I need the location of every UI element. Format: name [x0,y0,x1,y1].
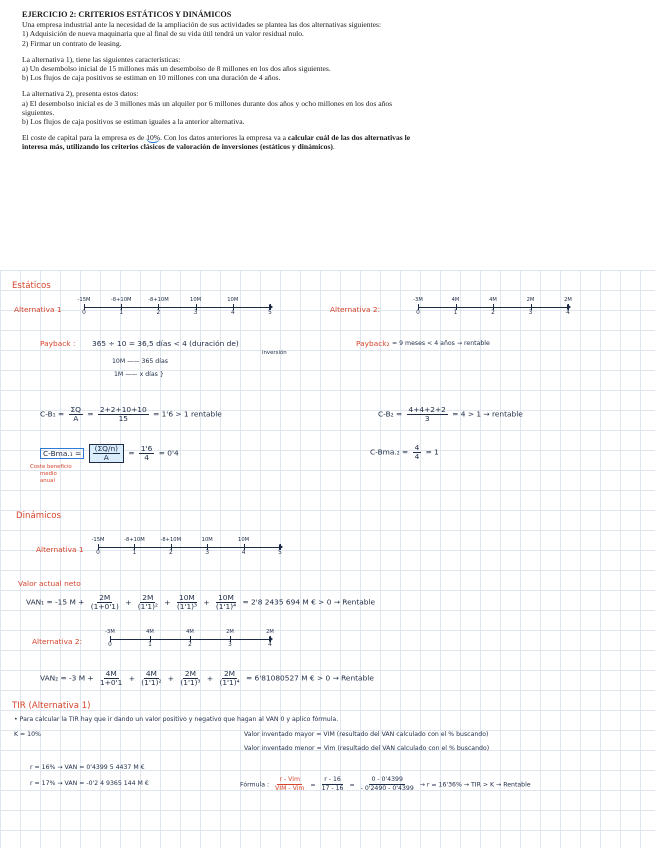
van2-result: = 6'81080527 M € > 0 → Rentable [245,673,374,683]
timeline-year: 4 [230,310,235,316]
tir-heading: TIR (Alternativa 1) [12,701,91,711]
cb1-num: ΣQ [70,405,81,414]
timeline-year: 2 [156,310,161,316]
alt2-intro: La alternativa 2), presenta estos datos: [22,89,139,99]
cbma1-result: = 0'4 [158,448,179,458]
van-term [217,670,241,687]
timeline-amount: 4M [489,297,497,303]
closing-mid: . Con los datos anteriores la empresa va a [160,133,288,143]
timeline-year: 5 [268,310,272,316]
cbma1-den2: 4 [144,453,149,462]
payback2-label: Payback₂ [356,339,390,348]
cbma1-num2: 1'6 [140,444,153,453]
van-term [178,670,202,687]
cb1-result: = 1'6 > 1 rentable [153,409,222,419]
timeline-axis [98,547,280,548]
tir-f2-den: 17 - 16 [321,785,344,792]
handwritten-notes [0,270,655,848]
van-term-num: 2M [223,669,236,678]
tir-line1: • Para calcular la TIR hay que ir dando un valor positivo y negativo que hagan al VAN 0 y aplico fórmula. [14,716,339,723]
cbma2-den: 4 [414,452,420,461]
est-alt2-label: Alternativa 2: [330,305,381,314]
din-alt2-label: Alternativa 2: [32,637,83,646]
cb2-den: 3 [424,414,430,423]
cb2-formula [378,406,523,423]
tir-r2: r = 17% → VAN = -0'2 4 9365 144 M € [30,780,149,787]
exercise-option-2: 2) Firmar un contrato de leasing. [22,38,122,48]
timeline-year: 4 [566,310,570,316]
timeline-year: 1 [453,310,458,316]
timeline-axis [84,307,270,308]
cbma1-label: C-Bma.₁ = [40,448,84,459]
van2-lhs: VAN₂ = -3 M + [40,673,94,683]
payback1-label: Payback : [40,339,76,348]
cb2-label: C-B₂ = [378,409,403,419]
timeline-year: 3 [228,642,232,648]
timeline-year: 0 [416,310,420,316]
van-heading: Valor actual neto [18,579,81,588]
van-term-num: 10M [179,593,195,602]
van-term [214,594,238,611]
timeline-amount: 2M [564,297,572,303]
van-term [175,594,199,611]
cb1-den: A [73,414,79,423]
payback1-note: inversión [262,350,287,356]
van-term [136,594,160,611]
timeline-amount: 4M [451,297,460,303]
plus-sign: + [126,673,138,683]
timeline-amount: -15M [91,537,105,543]
cbma-caption-2: medio [40,471,57,477]
timeline-year: 3 [205,550,210,556]
timeline-amount: 2M [526,297,535,303]
plus-sign: + [161,597,173,607]
closing-start: El coste de capital para la empresa es de [22,133,147,143]
closing-bold: calcular cuál de las dos alternativas le interesa más, utilizando los criterios clásicos de valoración de inversiones (estáticos y dinámicos) [22,133,411,152]
din-alt1-label: Alternativa 1 [36,545,84,554]
tir-f1-den: VIM - Vim [275,785,305,792]
timeline-year: 1 [148,642,152,648]
van-term-num: 4M [105,669,117,678]
timeline-year: 0 [108,642,112,648]
cb1-label: C-B₁ = [40,409,65,419]
exercise-option-1: 1) Adquisición de nueva maquinaria que al final de su vida útil tendrá un valor residual nulo. [22,29,304,39]
tir-f3-num: 0 - 0'4399 [371,776,403,783]
van-term-den: (1'1)² [141,678,162,687]
plus-sign: + [165,673,177,683]
tir-vim-menor: Valor inventado menor = Vim (resultado del VAN calculado con el % buscando) [244,745,490,752]
timeline-amount: -8+10M [160,537,182,543]
plus-sign: + [122,597,134,607]
timeline-year: 3 [528,310,533,316]
est-alt1-label: Alternativa 1 [14,305,62,314]
cb1-num2: 2+2+10+10 [99,405,147,414]
cbma1-formula: C-Bma.₁ = $\frac{(\Sigma Q/n)}{A}$ = $\frac{1'6}{4}$ = 0'4 [40,444,179,463]
timeline-year: 5 [278,550,282,556]
timeline-amount: 2M [226,629,234,635]
tir-r1: r = 16% → VAN = 0'4399 5 4437 M € [30,764,145,771]
van-term-den: (1'1)³ [176,602,197,611]
van2-terms [96,669,244,687]
timeline-amount: 4M [146,629,154,635]
exercise-intro: Una empresa industrial ante la necesidad de la ampliación de sus actividades se plantea las dos alternativas siguientes: [22,20,382,30]
van-term-den: (1+0'1) [90,602,119,611]
cb2-result: = 4 > 1 → rentable [452,409,523,419]
van-term-den: (1'1)⁴ [219,678,240,687]
alt1-intro: La alternativa 1), tiene las siguientes características: [22,54,181,64]
van1-result: = 2'8 2435 694 M € > 0 → Rentable [242,597,376,607]
payback2-expr: = 9 meses < 4 años → rentable [392,340,490,347]
tir-vim-mayor: Valor inventado mayor = VIM (resultado del VAN calculado con el % buscando) [244,731,489,738]
cbma1-den: A [103,453,109,462]
cbma2-label: C-Bma.₂ = [370,447,409,457]
timeline-amount: 10M [238,537,250,543]
timeline-amount: 4M [186,629,194,635]
cb2-num: 4+4+2+2 [408,405,446,414]
van-term-num: 2M [142,593,154,602]
timeline-amount: -8+10M [110,297,132,303]
cb1-den2: 15 [118,414,128,423]
alt2-a: a) El desembolso inicial es de 3 millones más un alquiler por 6 millones durante dos años y ocho millones en los dos años siguientes. [22,98,393,117]
tir-k: K = 10% [14,731,41,738]
van1-formula [26,594,375,611]
cbma2-num: 4 [414,443,420,452]
tir-formula: Fórmula : $\frac{\text{r - Vim}}{\text{VIM - Vim}}$ = $\frac{r - 16}{17 - 16}$ = $\frac{0 - 0'4399}{- 0'2490 - 0'4399}$ → r = 16'36% → TIR > K → Rentable [240,776,531,792]
alt2-b: b) Los flujos de caja positivos se estiman iguales a la anterior alternativa. [22,117,245,127]
exercise-statement [22,10,417,152]
timeline-amount: -8+10M [148,297,169,303]
timeline-amount: -15M [77,297,91,303]
van-term [98,670,124,687]
van-term-den: (1'1)⁴ [215,602,237,611]
cbma2-formula [370,444,439,461]
cbma1-num: (ΣQ/n) [94,444,119,453]
timeline-amount: 2M [266,629,274,635]
timeline-year: 1 [132,550,137,556]
timeline-amount: 10M [201,537,213,543]
dinamicos-heading: Dinámicos [16,511,61,521]
exercise-title: EJERCICIO 2: CRITERIOS ESTÁTICOS Y DINÁMICOS [22,10,232,19]
van-term-den: (1'1)² [137,602,158,611]
plus-sign: + [204,673,216,683]
cost-of-capital: 10% [146,133,161,143]
timeline-year: 2 [168,550,173,556]
van-term-num: 4M [145,669,157,678]
alt1-a: a) Un desembolso inicial de 15 millones más un desembolso de 8 millones en los dos años siguientes. [22,64,331,74]
tir-f1-num: r - Vim [279,776,301,783]
van-term-den: 1+0'1 [100,678,123,687]
van-term [139,670,163,687]
tir-f2-num: r - 16 [324,776,341,783]
van-term-den: (1'1)³ [180,678,201,687]
timeline-amount: -3M [105,629,115,635]
van-term-num: 2M [184,669,196,678]
plus-sign: + [201,597,212,607]
timeline-year: 4 [241,550,246,556]
timeline-amount: -8+10M [124,537,145,543]
cbma2-result: = 1 [425,447,439,457]
timeline-year: 4 [268,642,272,648]
payback1-expr: 365 ÷ 10 = 36,5 días < 4 (duración de) [92,339,239,348]
closing-end: . [332,142,335,152]
estaticos-heading: Estáticos [12,281,51,291]
timeline-year: 0 [82,310,86,316]
tir-formula-label: Fórmula : [240,781,270,789]
closing-paragraph [22,133,417,151]
cbma-caption-1: Coste beneficio [30,464,72,470]
timeline-amount: 10M [190,297,202,303]
timeline-year: 1 [119,310,124,316]
tir-f3-den: - 0'2490 - 0'4399 [360,785,414,792]
cbma-caption-3: anual [40,478,55,484]
timeline-year: 2 [491,310,495,316]
van-term [89,594,121,611]
timeline-year: 0 [96,550,100,556]
van2-formula [40,670,374,687]
van-term-num: 10M [218,593,234,602]
cb1-formula: C-B₁ = $\frac{\Sigma Q}{A}$ = $\frac{2+2+10+10}{15}$ = 1'6 > 1 rentable [40,405,222,423]
timeline-year: 2 [188,642,192,648]
tir-formula-result: → r = 16'36% → TIR > K → Rentable [419,781,531,789]
timeline-amount: -3M [413,297,423,303]
payback1-rule2: 1M —— x días } [114,371,164,378]
van1-lhs: VAN₁ = -15 M + [26,597,85,607]
timeline-amount: 10M [227,297,239,303]
van-term-num: 2M [99,593,111,602]
timeline-year: 3 [193,310,198,316]
van1-terms [87,593,240,611]
alt1-b: b) Los flujos de caja positivos se estiman en 10 millones con una duración de 4 años. [22,73,281,83]
payback1-rule1: 10M —— 365 días [112,358,168,365]
